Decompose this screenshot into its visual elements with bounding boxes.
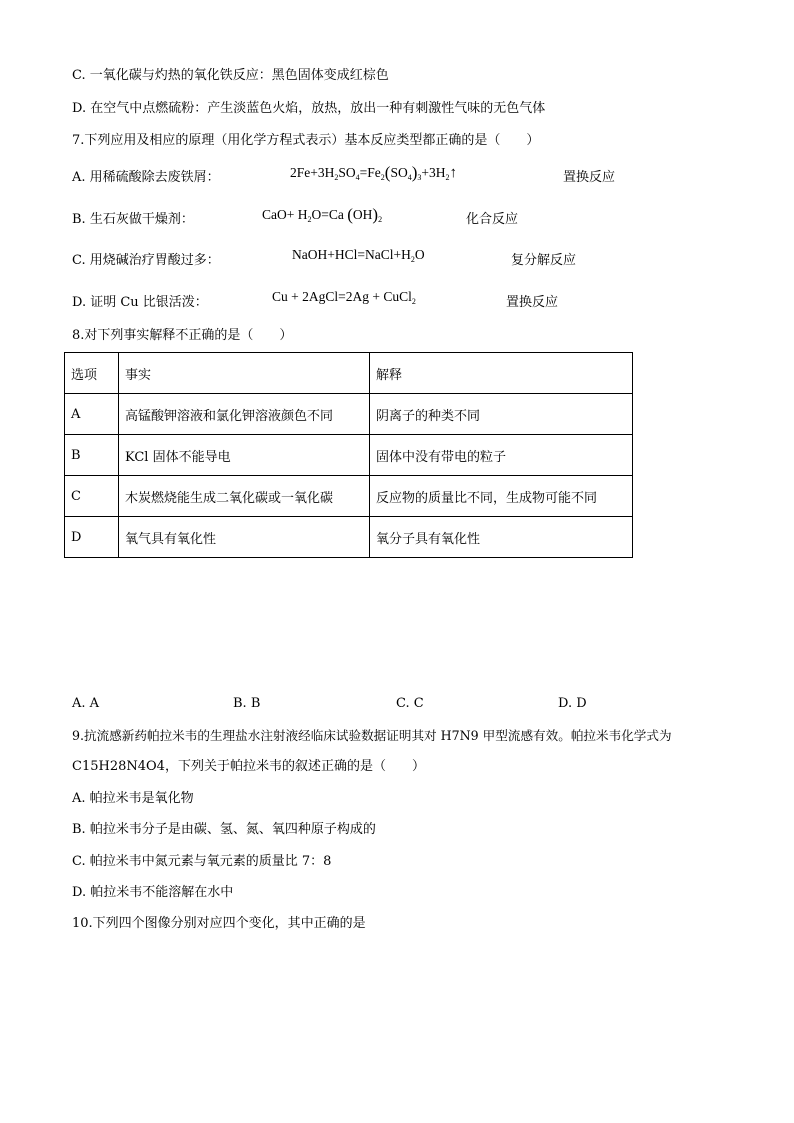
row-fact: 高锰酸钾溶液和氯化钾溶液颜色不同 [119,394,370,435]
q6-option-c: C. 一氧化碳与灼热的氧化铁反应：黑色固体变成红棕色 [72,68,389,83]
q10-stem: 10.下列四个图像分别对应四个变化，其中正确的是 [72,916,366,931]
q7-option-c-name: C. 用烧碱治疗胃酸过多： [72,253,220,268]
table-row [65,517,633,558]
q9-option-b: B. 帕拉米韦分子是由碳、氢、氮、氧四种原子构成的 [72,822,376,837]
row-explanation: 反应物的质量比不同，生成物可能不同 [370,476,633,517]
facts-table [64,352,633,558]
header-fact: 事实 [119,353,370,394]
row-option: C [65,476,119,517]
row-fact: 木炭燃烧能生成二氧化碳或一氧化碳 [119,476,370,517]
q6-option-d: D. 在空气中点燃硫粉：产生淡蓝色火焰，放热，放出一种有刺激性气味的无色气体 [72,101,546,116]
header-option: 选项 [65,353,119,394]
q7-option-b-type: 化合反应 [466,212,519,227]
q7-option-c-equation: $NaOH+HCl=NaCl+H_2O$ [292,247,425,264]
q9-option-c: C. 帕拉米韦中氮元素与氧元素的质量比 7：8 [72,854,332,869]
table-row [65,476,633,517]
q7-option-d-equation: Cu + 2AgCl=2Ag + CuCl$_2$ [272,289,416,306]
row-fact: 氧气具有氧化性 [119,517,370,558]
q7-option-c-type: 复分解反应 [511,253,577,268]
q8-answer-d: D. D [558,696,587,711]
header-explanation: 解释 [370,353,633,394]
q9-stem-line2: C15H28N4O4，下列关于帕拉米韦的叙述正确的是（ ） [72,759,425,774]
q9-option-a: A. 帕拉米韦是氧化物 [72,791,194,806]
q7-option-d-type: 置换反应 [506,295,559,310]
q7-stem: 7.下列应用及相应的原理（用化学方程式表示）基本反应类型都正确的是（ ） [72,133,540,148]
q8-answer-a: A. A [72,696,100,711]
row-explanation: 氧分子具有氧化性 [370,517,633,558]
q9-option-d: D. 帕拉米韦不能溶解在水中 [72,885,234,900]
q7-option-d-name: D. 证明 Cu 比银活泼： [72,295,208,310]
q8-stem: 8.对下列事实解释不正确的是（ ） [72,328,293,343]
q8-answer-c: C. C [396,696,424,711]
row-option: D [65,517,119,558]
row-explanation: 固体中没有带电的粒子 [370,435,633,476]
table-row [65,435,633,476]
q7-option-a-name: A. 用稀硫酸除去废铁屑： [72,170,220,185]
table-header-row [65,353,633,394]
q7-option-b-name: B. 生石灰做干燥剂： [72,212,194,227]
q9-stem-line1: 9.抗流感新药帕拉米韦的生理盐水注射液经临床试验数据证明其对 H7N9 甲型流感有效。帕拉米韦化学式为 [72,728,672,743]
q8-answer-b: B. B [233,696,261,711]
row-fact: KCl 固体不能导电 [119,435,370,476]
q7-option-b-equation: $CaO+ H_2O=Ca$ $(OH)_2$ [262,205,383,224]
row-option: B [65,435,119,476]
table-row [65,394,633,435]
q7-option-a-type: 置换反应 [563,170,616,185]
q7-option-a-equation: $2Fe+3H_2SO_4=Fe_2(SO_4)_3+3H_2↑$ [290,163,457,182]
row-explanation: 阴离子的种类不同 [370,394,633,435]
row-option: A [65,394,119,435]
